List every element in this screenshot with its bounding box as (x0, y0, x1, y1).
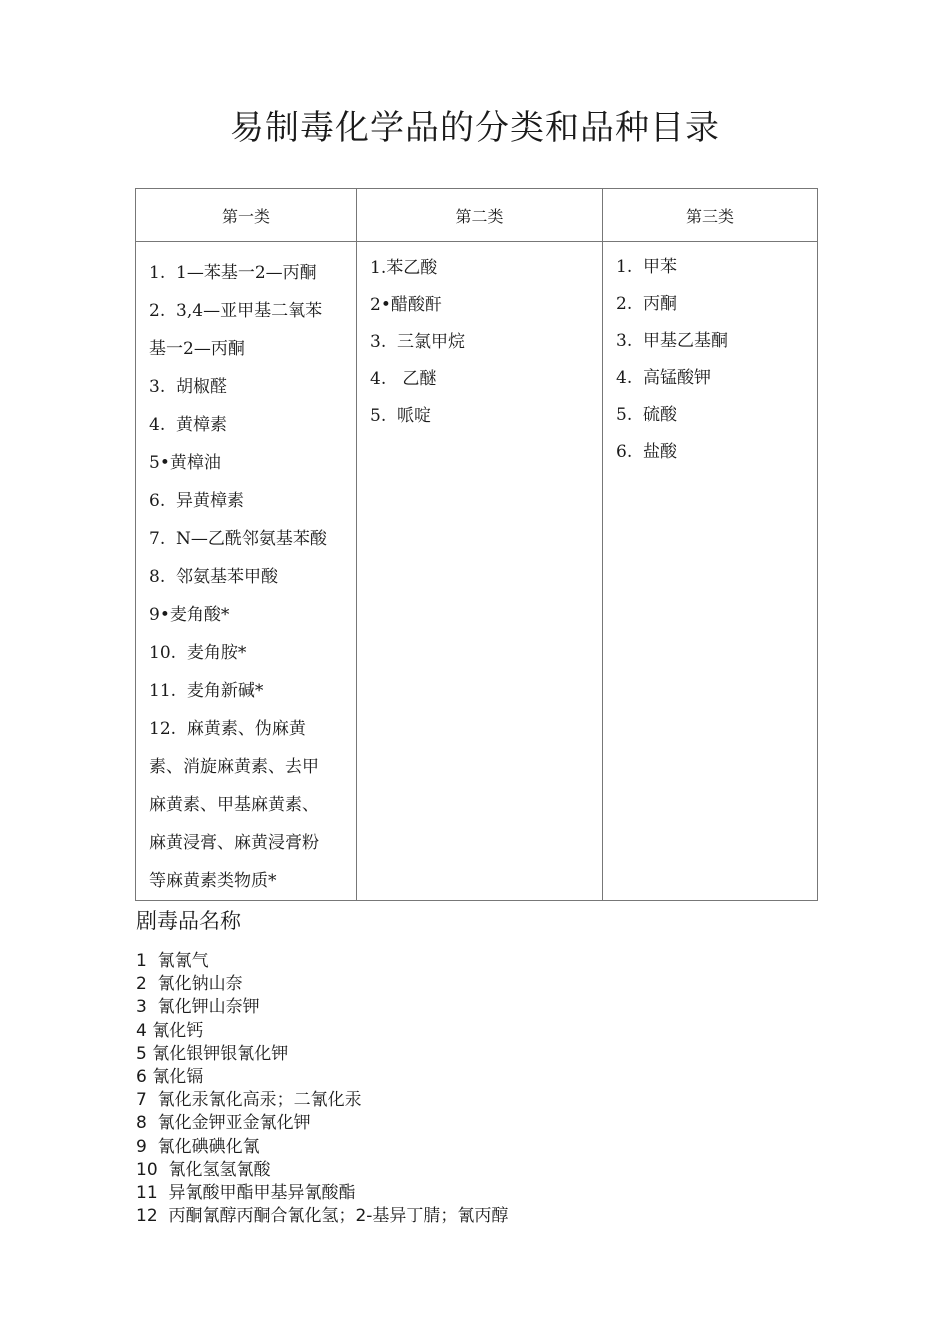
list-item: 9 氰化碘碘化氰 (136, 1136, 260, 1157)
list-item: 3. 甲基乙基酮 (616, 331, 729, 351)
list-item: 5 氰化银钾银氰化钾 (136, 1043, 289, 1064)
list-item: 12. 麻黄素、伪麻黄 (149, 719, 306, 739)
category-3-cell (603, 242, 818, 901)
category-table (135, 188, 818, 901)
list-item: 11 异氰酸甲酯甲基异氰酸酯 (136, 1183, 356, 1204)
list-item: 3 氰化钾山奈钾 (136, 997, 260, 1018)
list-item: 8 氰化金钾亚金氰化钾 (136, 1113, 311, 1134)
table-header-row (136, 189, 818, 242)
list-item: 1 氰氰气 (136, 951, 209, 971)
list-item: 4. 黄樟素 (149, 415, 228, 435)
list-item: 麻黄素、甲基麻黄素、 (149, 795, 319, 815)
table-body-row (136, 242, 818, 901)
header-category-1: 第一类 (136, 189, 357, 242)
page-title: 易制毒化学品的分类和品种目录 (230, 108, 720, 148)
category-3-list (603, 242, 817, 471)
toxic-section-heading: 剧毒品名称 (136, 909, 241, 933)
list-item: 等麻黄素类物质* (149, 871, 277, 891)
list-item: 4. 高锰酸钾 (616, 368, 712, 388)
category-1-list (136, 242, 356, 900)
category-1-cell (136, 242, 357, 901)
list-item: 2. 丙酮 (616, 294, 678, 314)
list-item: 7 氰化汞氰化高汞；二氰化汞 (136, 1090, 362, 1111)
list-item: 11. 麦角新碱* (149, 681, 264, 701)
list-item: 麻黄浸膏、麻黄浸膏粉 (149, 833, 319, 853)
list-item: 2. 3,4—亚甲基二氧苯 (149, 301, 323, 321)
category-2-list (357, 242, 602, 435)
category-2-cell (357, 242, 603, 901)
list-item: 10 氰化氢氢氰酸 (136, 1159, 271, 1180)
header-category-3: 第三类 (603, 189, 818, 242)
list-item: 1.苯乙酸 (370, 258, 438, 278)
list-item: 7. N—乙酰邻氨基苯酸 (149, 529, 327, 549)
list-item: 8. 邻氨基苯甲酸 (149, 567, 279, 587)
header-category-2: 第二类 (357, 189, 603, 242)
list-item: 12 丙酮氰醇丙酮合氰化氢；2-基异丁腈；氰丙醇 (136, 1206, 509, 1227)
list-item: 1. 甲苯 (616, 257, 678, 277)
list-item: 5•黄樟油 (149, 453, 221, 473)
list-item: 5. 硫酸 (616, 405, 678, 425)
list-item: 10. 麦角胺* (149, 643, 247, 663)
list-item: 2•醋酸酐 (370, 295, 442, 315)
list-item: 6 氰化镉 (136, 1067, 204, 1088)
list-item: 4. 乙醚 (370, 369, 437, 389)
toxic-list (136, 950, 508, 1228)
list-item: 6. 盐酸 (616, 442, 678, 462)
list-item: 4 氰化钙 (136, 1020, 204, 1041)
list-item: 6. 异黄樟素 (149, 491, 245, 511)
list-item: 3. 胡椒醛 (149, 377, 228, 397)
list-item: 9•麦角酸* (149, 605, 230, 625)
list-item: 5. 哌啶 (370, 406, 432, 426)
list-item: 1. 1—苯基一2—丙酮 (149, 263, 317, 283)
list-item: 2 氰化钠山奈 (136, 974, 243, 995)
list-item: 基一2—丙酮 (149, 339, 245, 359)
list-item: 素、消旋麻黄素、去甲 (149, 757, 319, 777)
list-item: 3. 三氯甲烷 (370, 332, 466, 352)
